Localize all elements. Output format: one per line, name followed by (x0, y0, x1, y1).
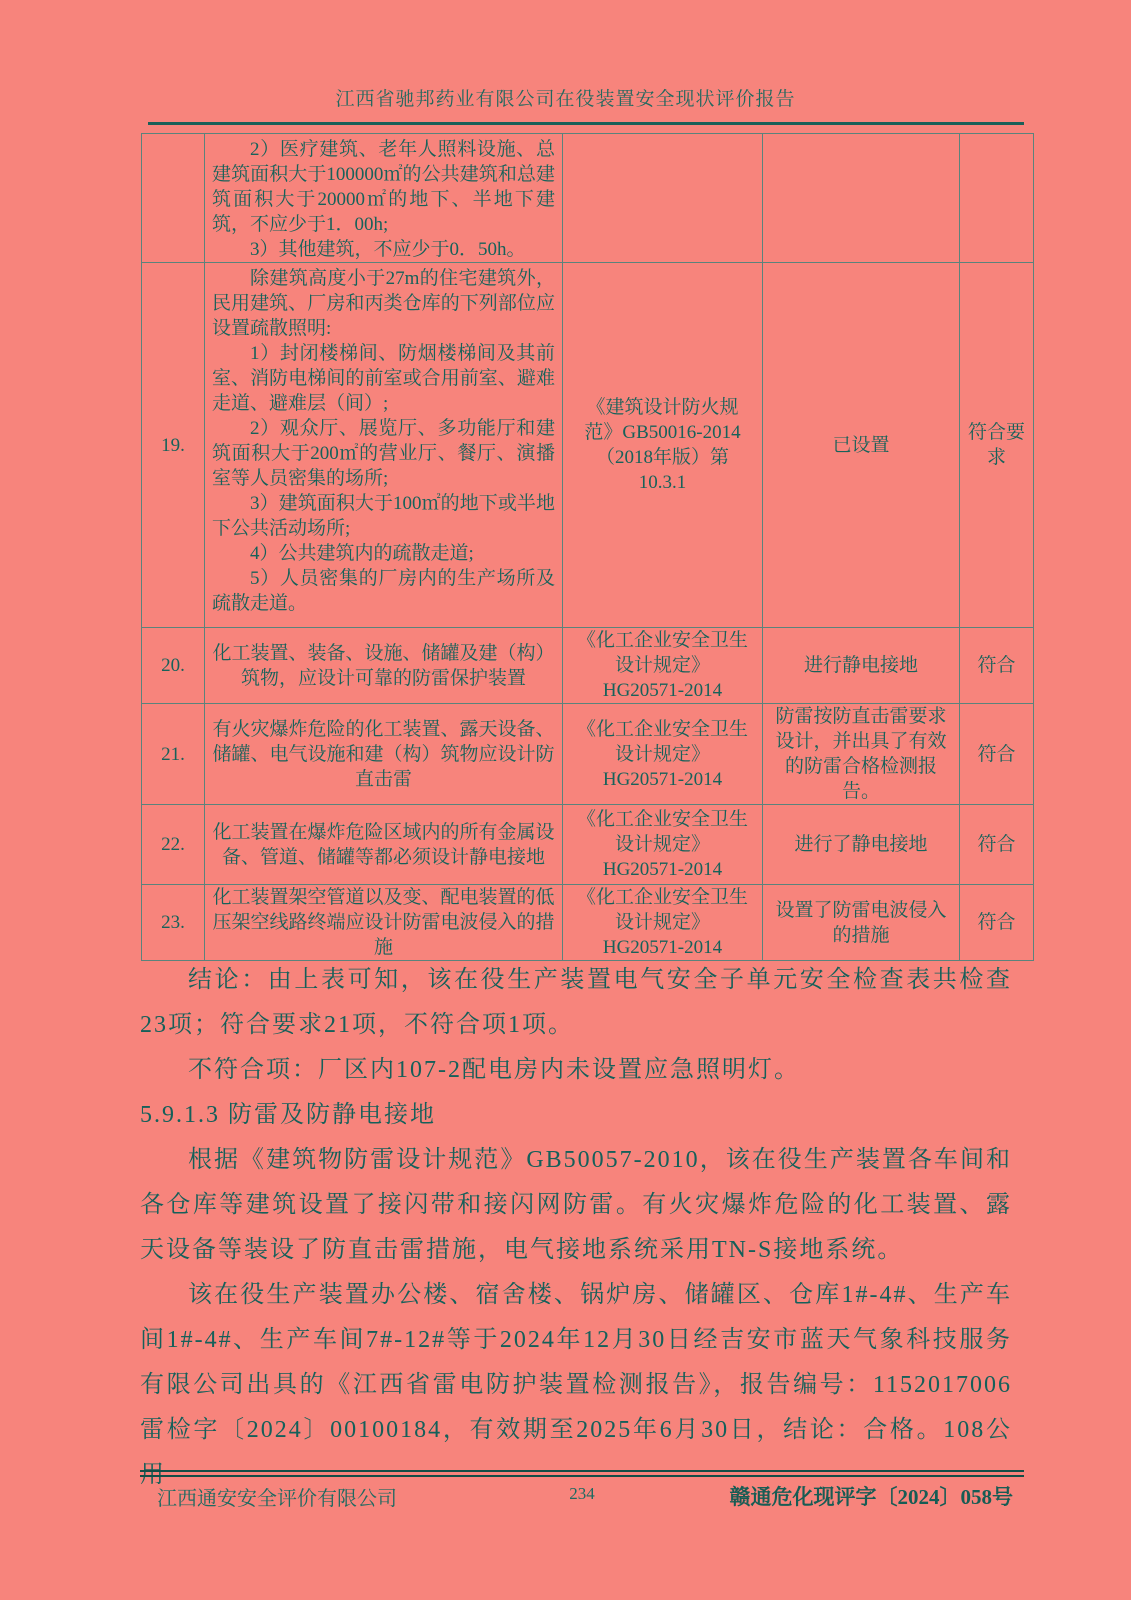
basis-line: 设计规定》 (614, 834, 710, 855)
check-content-cell (205, 134, 563, 263)
basis-line: 《化工企业安全卫生 (576, 718, 748, 740)
detection-report-paragraph: 该在役生产装置办公楼、宿舍楼、锅炉房、储罐区、仓库1#-4#、生产车间1#-4#、生产车间7#-12#等于2024年12月30日经吉安市蓝天气象科技服务有限公司出具的《江西省雷电防护装置检测报告》，报告编号：1152017006雷检字〔2024〕00100184，有效期至2025年6月30日，结论：合格。108公用 (140, 1282, 1012, 1488)
row-number-cell: 22. (142, 805, 205, 885)
basis-line: HG20571-2014 (602, 859, 723, 880)
footer-document-number: 赣通危化现评字〔2024〕058号 (729, 1485, 1013, 1509)
table-row-22 (142, 805, 1034, 885)
row-number-cell: 19. (142, 263, 205, 628)
basis-line: 设计规定》 (614, 655, 710, 676)
check-content-paragraph: 4）公共建筑内的疏散走道; (250, 543, 474, 564)
basis-line: 设计规定》 (614, 912, 710, 933)
basis-line: HG20571-2014 (602, 937, 723, 958)
check-content-cell (205, 885, 563, 961)
basis-cell (563, 704, 763, 805)
row-number-cell: 21. (142, 704, 205, 805)
header-rule (148, 122, 1024, 125)
verdict-cell: 符合 (960, 704, 1034, 805)
result-cell (763, 134, 960, 263)
check-content-paragraph: 3）建筑面积大于100㎡的地下或半地下公共活动场所; (212, 493, 555, 539)
table-row-23 (142, 885, 1034, 961)
check-content-paragraph: 1）封闭楼梯间、防烟楼梯间及其前室、消防电梯间的前室或合用前室、避难走道、避难层（间）; (212, 343, 555, 414)
check-content-paragraph: 除建筑高度小于27m的住宅建筑外，民用建筑、厂房和丙类仓库的下列部位应设置疏散照明: (212, 268, 555, 339)
basis-line: 范》GB50016-2014 (584, 422, 741, 443)
basis-cell (563, 263, 763, 628)
result-cell: 设置了防雷电波侵入的措施 (763, 885, 960, 961)
check-content-paragraph: 5）人员密集的厂房内的生产场所及疏散走道。 (212, 568, 555, 614)
check-content-cell (205, 805, 563, 885)
check-content-cell (205, 263, 563, 628)
basis-line: HG20571-2014 (602, 680, 723, 701)
basis-cell (563, 628, 763, 704)
basis-line: 设计规定》 (614, 743, 710, 765)
body-text-block (140, 958, 1012, 1498)
row-number-cell: 20. (142, 628, 205, 704)
verdict-cell: 符合 (960, 628, 1034, 704)
check-content-paragraph: 3）其他建筑，不应少于0．50h。 (250, 239, 526, 260)
footer-rule (140, 1470, 1024, 1477)
check-content-paragraph: 化工装置在爆炸危险区域内的所有金属设备、管道、储罐等都必须设计静电接地 (212, 821, 555, 868)
check-content-cell (205, 704, 563, 805)
result-cell: 已设置 (763, 263, 960, 628)
table-row-20 (142, 628, 1034, 704)
check-content-paragraph: 2）医疗建筑、老年人照料设施、总建筑面积大于100000㎡的公共建筑和总建筑面积大于20000㎡的地下、半地下建筑，不应少于1．00h; (212, 139, 555, 235)
table-row-continuation (142, 134, 1034, 263)
basis-line: 《化工企业安全卫生 (576, 887, 748, 908)
basis-line: 《化工企业安全卫生 (576, 809, 748, 830)
basis-line: （2018年版）第 (595, 447, 729, 468)
result-cell: 进行了静电接地 (763, 805, 960, 885)
page-number: 234 (569, 1484, 595, 1503)
basis-cell (563, 885, 763, 961)
check-content-paragraph: 有火灾爆炸危险的化工装置、露天设备、储罐、电气设施和建（构）筑物应设计防直击雷 (212, 718, 555, 790)
verdict-cell: 符合 (960, 885, 1034, 961)
verdict-cell: 符合 (960, 805, 1034, 885)
basis-cell (563, 134, 763, 263)
safety-checklist-table (141, 133, 1034, 961)
row-number-cell (142, 134, 205, 263)
basis-line: 《化工企业安全卫生 (576, 630, 748, 651)
verdict-cell: 符合要求 (960, 263, 1034, 628)
check-content-paragraph: 化工装置架空管道以及变、配电装置的低压架空线路终端应设计防雷电波侵入的措施 (212, 887, 555, 958)
basis-line: 《建筑设计防火规 (586, 397, 739, 418)
basis-line: 10.3.1 (638, 472, 687, 493)
basis-line: HG20571-2014 (602, 768, 723, 790)
footer-company-name: 江西通安安全评价有限公司 (157, 1488, 397, 1510)
report-header-title: 江西省驰邦药业有限公司在役装置安全现状评价报告 (335, 89, 796, 110)
basis-cell (563, 805, 763, 885)
table-row-21 (142, 704, 1034, 805)
result-cell: 进行静电接地 (763, 628, 960, 704)
result-cell: 防雷按防直击雷要求设计，并出具了有效的防雷合格检测报告。 (763, 704, 960, 805)
check-content-paragraph: 化工装置、装备、设施、储罐及建（构）筑物，应设计可靠的防雷保护装置 (212, 642, 555, 689)
nonconformity-paragraph: 不符合项：厂区内107-2配电房内未设置应急照明灯。 (188, 1057, 800, 1083)
section-heading: 5.9.1.3 防雷及防静电接地 (140, 1102, 436, 1128)
conclusion-paragraph: 结论：由上表可知，该在役生产装置电气安全子单元安全检查表共检查23项；符合要求21项，不符合项1项。 (140, 967, 1012, 1038)
lightning-protection-paragraph: 根据《建筑物防雷设计规范》GB50057-2010，该在役生产装置各车间和各仓库等建筑设置了接闪带和接闪网防雷。有火灾爆炸危险的化工装置、露天设备等装设了防直击雷措施，电气接地系统采用TN-S接地系统。 (140, 1147, 1012, 1263)
check-content-cell (205, 628, 563, 704)
row-number-cell: 23. (142, 885, 205, 961)
table-row-19 (142, 263, 1034, 628)
verdict-cell (960, 134, 1034, 263)
check-content-paragraph: 2）观众厅、展览厅、多功能厅和建筑面积大于200㎡的营业厅、餐厅、演播室等人员密集的场所; (212, 418, 555, 489)
